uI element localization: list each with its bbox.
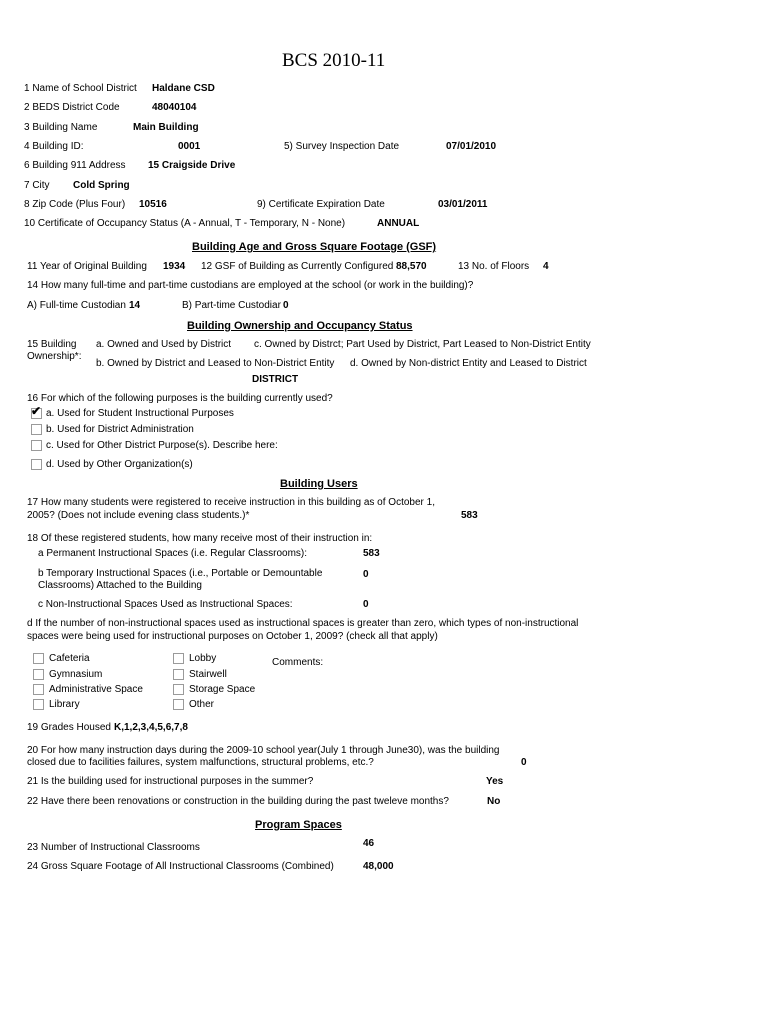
survey-date-value: 07/01/2010 bbox=[446, 141, 497, 152]
q18b-line1: b Temporary Instructional Spaces (i.e., Portable or Demountable bbox=[38, 568, 323, 579]
cert-expiration-label: 9) Certificate Expiration Date bbox=[257, 199, 385, 210]
cafeteria-label: Cafeteria bbox=[49, 653, 90, 664]
stairwell-checkbox[interactable] bbox=[173, 669, 184, 680]
ownership-label: 15 Building Ownership*: bbox=[27, 339, 82, 362]
cafeteria-checkbox[interactable] bbox=[33, 653, 44, 664]
purpose-b-checkbox[interactable] bbox=[31, 424, 42, 435]
zip-value: 10516 bbox=[139, 199, 167, 210]
address-label: 6 Building 911 Address bbox=[24, 160, 126, 171]
beds-code-value: 48040104 bbox=[152, 102, 197, 113]
q20-line1: 20 For how many instruction days during the 2009-10 school year(July 1 through June30), was the building bbox=[27, 745, 500, 756]
ownership-value: DISTRICT bbox=[252, 374, 299, 385]
ownership-heading: Building Ownership and Occupancy Status bbox=[187, 320, 413, 332]
zip-label: 8 Zip Code (Plus Four) bbox=[24, 199, 126, 210]
gsf-value: 88,570 bbox=[396, 261, 427, 272]
building-name-label: 3 Building Name bbox=[24, 122, 98, 133]
district-name-value: Haldane CSD bbox=[152, 83, 215, 94]
purpose-d-checkbox[interactable] bbox=[31, 459, 42, 470]
building-users-heading: Building Users bbox=[280, 478, 358, 490]
administrative-space-checkbox[interactable] bbox=[33, 684, 44, 695]
occupancy-status-label: 10 Certificate of Occupancy Status (A - Annual, T - Temporary, N - None) bbox=[24, 218, 346, 229]
survey-date-label: 5) Survey Inspection Date bbox=[284, 141, 400, 152]
beds-code-label: 2 BEDS District Code bbox=[24, 102, 120, 113]
check-icon: ✔ bbox=[31, 404, 42, 418]
parttime-custodian-label: B) Part-time Custodiar bbox=[182, 300, 281, 311]
city-label: 7 City bbox=[24, 180, 50, 191]
q23-value: 46 bbox=[363, 838, 375, 849]
gymnasium-checkbox[interactable] bbox=[33, 669, 44, 680]
parttime-custodian-value: 0 bbox=[283, 300, 289, 311]
q18c-value: 0 bbox=[363, 599, 369, 610]
q21-value: Yes bbox=[486, 776, 504, 787]
q17-line2: 2005? (Does not include evening class students.)* bbox=[27, 510, 250, 521]
administrative-space-label: Administrative Space bbox=[49, 684, 143, 695]
program-spaces-heading: Program Spaces bbox=[255, 819, 342, 831]
q18a-value: 583 bbox=[363, 548, 380, 559]
building-id-value: 0001 bbox=[178, 141, 201, 152]
q23-label: 23 Number of Instructional Classrooms bbox=[27, 842, 200, 853]
q20-line2: closed due to facilities failures, system malfunctions, structural problems, etc.? bbox=[27, 757, 374, 768]
q18b-value: 0 bbox=[363, 569, 369, 580]
q18a-label: a Permanent Instructional Spaces (i.e. Regular Classrooms): bbox=[38, 548, 308, 559]
ownership-option-c: c. Owned by Distrct; Part Used by District, Part Leased to Non-District Entity bbox=[254, 339, 591, 350]
other-space-checkbox[interactable] bbox=[173, 699, 184, 710]
purpose-b-label: b. Used for District Administration bbox=[46, 424, 194, 435]
ownership-option-a: a. Owned and Used by District bbox=[96, 339, 232, 350]
q18d-line1: d If the number of non-instructional spaces used as instructional spaces is greater than zero, which types of non-instructional bbox=[27, 618, 579, 629]
storage-space-label: Storage Space bbox=[189, 684, 256, 695]
q17-value: 583 bbox=[461, 510, 478, 521]
fulltime-custodian-label: A) Full-time Custodian bbox=[27, 300, 126, 311]
building-id-label: 4 Building ID: bbox=[24, 141, 84, 152]
original-year-label: 11 Year of Original Building bbox=[27, 261, 147, 272]
address-value: 15 Craigside Drive bbox=[148, 160, 236, 171]
city-value: Cold Spring bbox=[73, 180, 130, 191]
purpose-c-checkbox[interactable] bbox=[31, 440, 42, 451]
floors-label: 13 No. of Floors bbox=[458, 261, 530, 272]
q18d-line2: spaces were being used for instructional purposes on October 1, 2009? (check all that apply) bbox=[27, 631, 438, 642]
q18-question: 18 Of these registered students, how many receive most of their instruction in: bbox=[27, 533, 373, 544]
custodians-question: 14 How many full-time and part-time custodians are employed at the school (or work in the building)? bbox=[27, 280, 474, 291]
purpose-a-label: a. Used for Student Instructional Purposes bbox=[46, 408, 234, 419]
comments-label: Comments: bbox=[272, 657, 324, 668]
building-age-heading: Building Age and Gross Square Footage (GSF) bbox=[192, 241, 437, 253]
ownership-option-b: b. Owned by District and Leased to Non-District Entity bbox=[96, 358, 335, 369]
purpose-c-label: c. Used for Other District Purpose(s). Describe here: bbox=[46, 440, 278, 451]
grades-label: 19 Grades Housed bbox=[27, 722, 111, 733]
floors-value: 4 bbox=[543, 261, 549, 272]
q24-value: 48,000 bbox=[363, 861, 394, 872]
lobby-checkbox[interactable] bbox=[173, 653, 184, 664]
q22-label: 22 Have there been renovations or construction in the building during the past tweleve months? bbox=[27, 796, 449, 807]
gymnasium-label: Gymnasium bbox=[49, 669, 103, 680]
library-checkbox[interactable] bbox=[33, 699, 44, 710]
district-name-label: 1 Name of School District bbox=[24, 83, 137, 94]
grades-value: K,1,2,3,4,5,6,7,8 bbox=[114, 722, 188, 733]
q22-value: No bbox=[487, 796, 501, 807]
lobby-label: Lobby bbox=[189, 653, 217, 664]
page-title: BCS 2010-11 bbox=[282, 50, 386, 71]
original-year-value: 1934 bbox=[163, 261, 186, 272]
q21-label: 21 Is the building used for instructional purposes in the summer? bbox=[27, 776, 314, 787]
storage-space-checkbox[interactable] bbox=[173, 684, 184, 695]
q24-label: 24 Gross Square Footage of All Instructional Classrooms (Combined) bbox=[27, 861, 334, 872]
purpose-question: 16 For which of the following purposes is the building currently used? bbox=[27, 393, 333, 404]
ownership-option-d: d. Owned by Non-district Entity and Leased to District bbox=[350, 358, 587, 369]
building-name-value: Main Building bbox=[133, 122, 199, 133]
gsf-label: 12 GSF of Building as Currently Configured bbox=[201, 261, 394, 272]
q17-line1: 17 How many students were registered to receive instruction in this building as of October 1, bbox=[27, 497, 435, 508]
cert-expiration-value: 03/01/2011 bbox=[438, 199, 488, 210]
q18c-label: c Non-Instructional Spaces Used as Instructional Spaces: bbox=[38, 599, 293, 610]
stairwell-label: Stairwell bbox=[189, 669, 227, 680]
other-space-label: Other bbox=[189, 699, 215, 710]
occupancy-status-value: ANNUAL bbox=[377, 218, 420, 229]
purpose-d-label: d. Used by Other Organization(s) bbox=[46, 459, 193, 470]
library-label: Library bbox=[49, 699, 80, 710]
purpose-a-checkbox[interactable] bbox=[31, 404, 42, 419]
q20-value: 0 bbox=[521, 757, 527, 768]
fulltime-custodian-value: 14 bbox=[129, 300, 141, 311]
q18b-line2: Classrooms) Attached to the Building bbox=[38, 580, 202, 591]
